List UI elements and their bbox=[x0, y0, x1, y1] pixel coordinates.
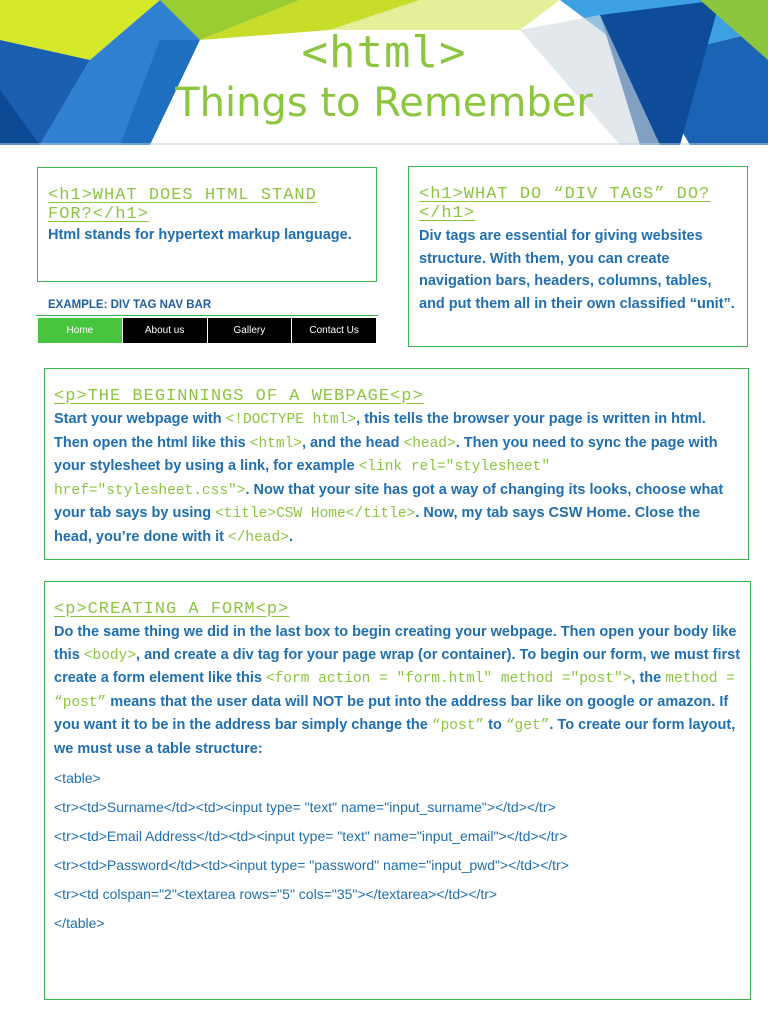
box-creating-form bbox=[44, 581, 751, 1000]
nav-tab-contact[interactable]: Contact Us bbox=[309, 325, 359, 336]
box-heading: <h1>WHAT DOES HTML STAND FOR?</h1> bbox=[48, 186, 317, 224]
example-divider bbox=[36, 315, 378, 316]
box-html-meaning bbox=[37, 167, 377, 282]
code-line: <tr><td>Surname</td><td><input type= "text" name="input_surname"></td></tr> bbox=[54, 799, 556, 815]
box-body: Html stands for hypertext markup language. bbox=[48, 227, 352, 243]
box-beginnings bbox=[44, 368, 749, 560]
code-line: <tr><td colspan="2"<textarea rows="5" cols="35"></textarea></td></tr> bbox=[54, 886, 498, 902]
box-body: Start your webpage with <!DOCTYPE html>, this tells the browser your page is written in html. Then open the html like this <html>, and the head <head>. Then you need to sync the page with your stylesheet by using a link, for example <link rel="stylesheet" href="stylesheet.css">. Now that your site has got a way of changing its looks, choose what your tab says by using <title>CSW Home</title>. Now, my tab says CSW Home. Close the head, you’re done with it </head>. bbox=[54, 411, 724, 546]
code-line: <tr><td>Password</td><td><input type= "password" name="input_pwd"></td></tr> bbox=[54, 857, 569, 873]
nav-tab-about[interactable]: About us bbox=[123, 318, 208, 343]
example-nav-bar bbox=[38, 318, 376, 343]
code-listing bbox=[54, 770, 741, 931]
page-title: Things to Remember bbox=[175, 80, 593, 126]
box-body: Div tags are essential for giving websites structure. With them, you can create navigation bars, headers, columns, tables, and put them all in their own classified “unit”. bbox=[419, 228, 735, 312]
code-line: <table> bbox=[54, 770, 101, 786]
box-body: Do the same thing we did in the last box to begin creating your webpage. Then open your body like this <body>, and create a div tag for your page wrap (or container). To begin our form, we must first create a form element like this <form action = "form.html" method ="post">, the method = “post” means that the user data will NOT be put into the address bar like on google or amazon. If you want it to be in the address bar simply change the “post” to “get”. To create our form layout, we must use a table structure: bbox=[54, 624, 741, 757]
code-line: <tr><td>Email Address</td><td><input type= "text" name="input_email"></td></tr> bbox=[54, 828, 568, 844]
header-banner bbox=[0, 0, 768, 145]
nav-tab-gallery[interactable]: Gallery bbox=[208, 318, 293, 343]
box-heading: <h1>WHAT DO “DIV TAGS” DO?</h1> bbox=[419, 185, 711, 223]
box-heading: <p>THE BEGINNINGS OF A WEBPAGE<p> bbox=[54, 387, 424, 406]
example-label: EXAMPLE: DIV TAG NAV BAR bbox=[48, 299, 212, 311]
nav-tab-home[interactable]: Home bbox=[38, 318, 123, 343]
page-title-code: <html> bbox=[301, 27, 467, 78]
box-div-tags bbox=[408, 166, 748, 347]
box-heading: <p>CREATING A FORM<p> bbox=[54, 600, 290, 619]
code-line: </table> bbox=[54, 915, 105, 931]
